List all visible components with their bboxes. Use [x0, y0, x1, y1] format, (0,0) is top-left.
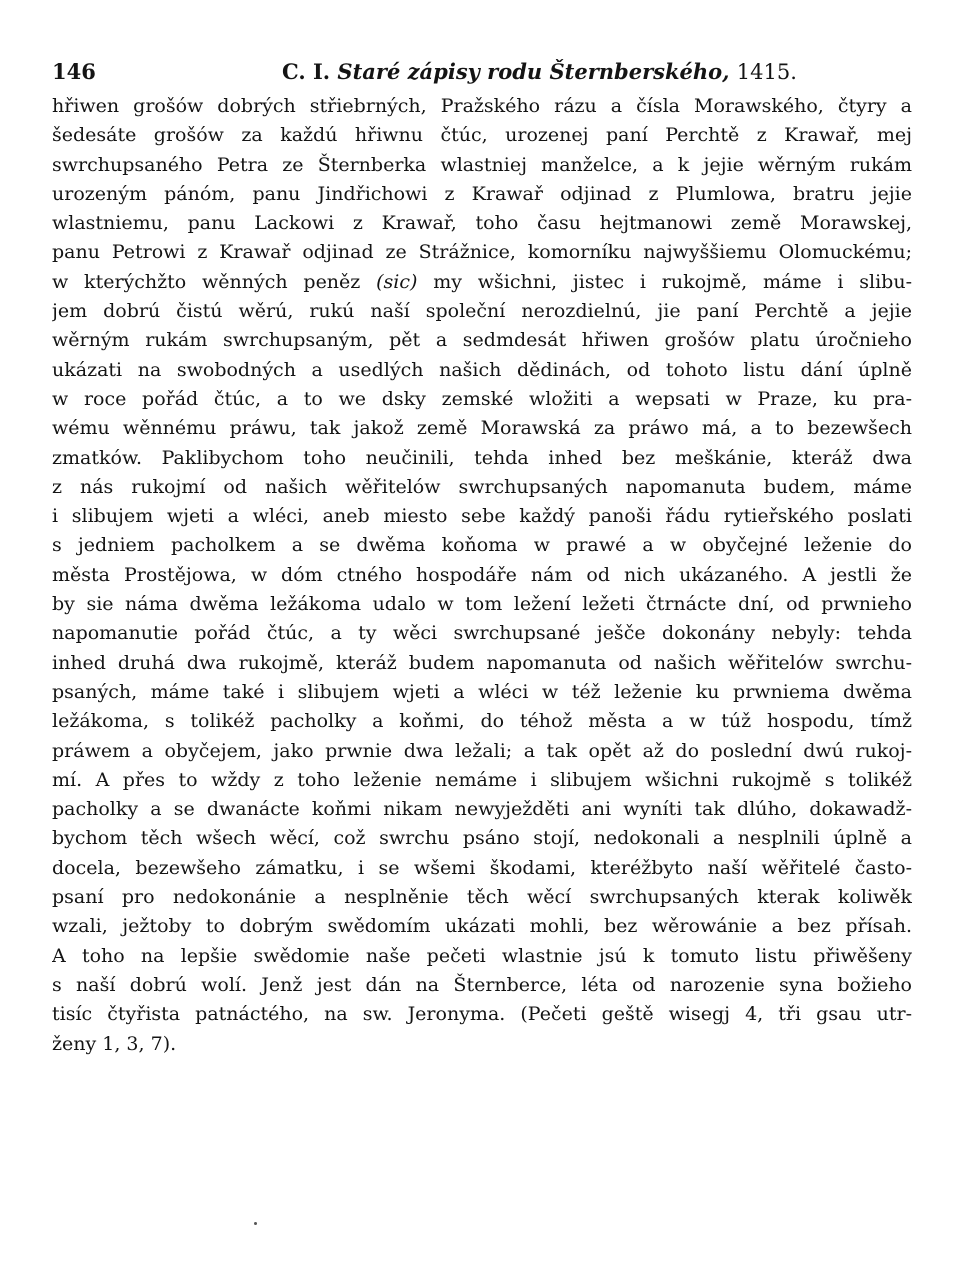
running-title-italic: Staré zápisy rodu Šternberského,: [337, 59, 730, 84]
text-line: napomanutie pořád čtúc, a ty wěci swrchupsané ješče dokonány nebyly: tehda: [52, 622, 912, 645]
text-line: zmatków. Paklibychom toho neučinili, tehda inhed bez meškánie, kteráž dwa: [52, 446, 912, 469]
text-line: wzali, ježtoby to dobrým swědomím ukázati mohli, bez wěrowánie a bez přísah.: [52, 915, 912, 938]
text-line-with-sic: [52, 268, 912, 297]
sic-note: (sic): [376, 270, 418, 293]
text-line: w roce pořád čtúc, a to we dsky zemské wložiti a wepsati w Praze, ku pra-: [52, 387, 912, 410]
text-line: psaní pro nedokonánie a nesplněnie těch wěcí swrchupsaných kterak koliwěk: [52, 886, 912, 909]
text-line: ležákoma, s tolikéž pacholky a koňmi, do téhož města a w túž hospodu, tímž: [52, 710, 912, 733]
text-line: bychom těch wšech wěcí, což swrchu psáno stojí, nedokonali a nesplnili úplně a: [52, 827, 912, 850]
running-head: [52, 52, 912, 92]
text-line: docela, bezewšeho zámatku, i se wšemi škodami, kteréžbyto naší wěřitelé častо-: [52, 856, 912, 879]
text-segment: w kterýchžto wěnných peněz: [52, 270, 361, 293]
text-line-last: ženy 1, 3, 7).: [52, 1032, 177, 1055]
text-line: wlastniemu, panu Lackowi z Krawař, toho času hejtmanowi země Morawskej,: [52, 212, 912, 235]
text-segment: my wšichni, jistec i rukojmě, máme i slibu-: [433, 270, 912, 293]
text-line: inhed druhá dwa rukojmě, kteráž budem napomanuta od našich wěřitelów swrchu-: [52, 651, 912, 674]
text-line: jem dobrú čistú wěrú, rukú naší společní nerozdielnú, jie paní Perchtě a jejie: [52, 300, 912, 323]
text-line: wěrným rukám swrchupsaným, pět a sedmdesát hřiwen grošów platu úročnieho: [52, 329, 912, 352]
ink-speck: [254, 1222, 257, 1225]
text-line: s naší dobrú wolí. Jenž jest dán na Šternberce, léta od narozenie syna božieho: [52, 973, 912, 996]
text-line: hřiwen grošów dobrých střiebrných, Pražského rázu a čísla Morawského, čtyry a: [52, 95, 912, 117]
running-title-prefix: C. I.: [282, 59, 331, 84]
text-line: urozeným pánóm, panu Jindřichowi z Krawař odjinad z Plumlowa, bratru jejie: [52, 182, 912, 205]
text-line: i slibujem wjeti a wléci, aneb miesto sebe každý panoši řádu rytieřského poslati: [52, 505, 912, 528]
text-line: panu Petrowi z Krawař odjinad ze Strážnice, komorníku najwyššiemu Olomuckému;: [52, 241, 912, 264]
text-line: pacholky a se dwanácte koňmi nikam newyježděti ani wyníti tak dlúho, dokawadž-: [52, 798, 912, 821]
running-title: [282, 52, 797, 92]
running-title-year: 1415.: [736, 60, 797, 84]
text-line: ukázati na swobodných a usedlých našich dědinách, od tohoto listu dání úplně: [52, 358, 912, 381]
page-number: 146: [52, 59, 96, 84]
text-line: psaných, máme také i slibujem wjeti a wléci w též leženie ku prwniema dwěma: [52, 680, 912, 703]
text-line: tisíc čtyřista patnáctého, na sw. Jeronyma. (Pečeti geště wisegj 4, tři gsau utr-: [52, 1003, 912, 1026]
text-line: práwem a obyčejem, jako prwnie dwa ležali; a tak opět až do poslední dwú rukoj-: [52, 739, 912, 762]
text-line: wému wěnnému práwu, tak jakož země Morawská za práwo má, a to bezewšech: [52, 417, 912, 440]
text-line: šedesáte grošów za každú hřiwnu čtúc, urozenej paní Perchtě z Krawař, mej: [52, 124, 912, 147]
text-line: swrchupsaného Petra ze Šternberka wlastniej manželce, a k jejie wěrným rukám: [52, 153, 912, 176]
text-line: mí. A přes to wždy z toho leženie nemáme i slibujem wšichni rukojmě s tolikéž: [52, 768, 912, 791]
text-line: města Prostějowa, w dóm ctného hospodáře nám od nich ukázaného. A jestli že: [52, 563, 912, 586]
text-line: A toho na lepšie swědomie naše pečeti wlastnie jsú k tomuto listu přiwěšeny: [52, 944, 912, 967]
text-line: by sie náma dwěma ležákoma udalo w tom ležení ležeti čtrnácte dní, od prwnieho: [52, 593, 912, 616]
text-line: z nás rukojmí od našich wěřitelów swrchupsaných napomanuta budem, máme: [52, 475, 912, 498]
body-text: [52, 92, 912, 1059]
text-line: s jedniem pacholkem a se dwěma koňoma w prawé a w obyčejné leženie do: [52, 534, 912, 557]
